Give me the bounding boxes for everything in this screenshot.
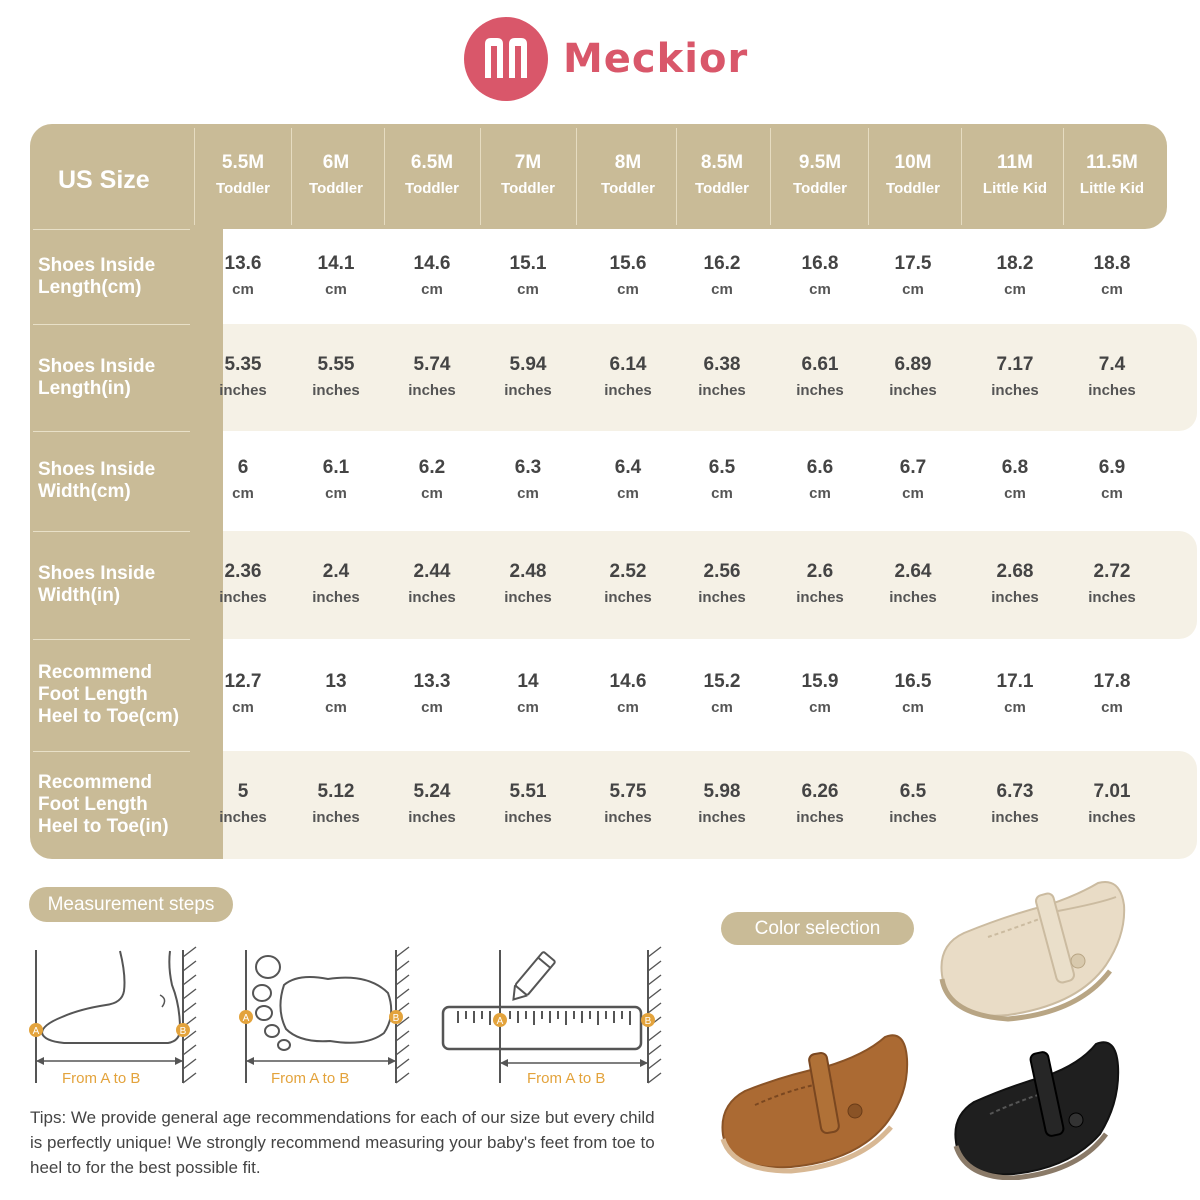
step-1-label: From A to B [62,1070,141,1087]
table-cell [674,354,770,399]
cell-value: 5.74 [413,353,451,375]
cell-unit: inches [1088,809,1136,826]
cell-unit: inches [312,809,360,826]
cell-value: 2.44 [413,561,451,582]
cell-unit: cm [232,280,254,298]
row-label-line: Foot Length [38,794,148,815]
cell-value: 5.94 [509,353,547,375]
cell-unit: cm [617,485,639,502]
cell-unit: cm [617,699,639,716]
table-cell [967,671,1063,716]
cell-value: 14.1 [317,252,355,274]
table-cell [480,561,576,606]
footprint-diagram [238,945,413,1085]
color-selection-pill: Color selection [721,912,914,945]
row-label-line: Shoes Inside [38,563,156,584]
cell-unit: cm [902,699,924,716]
age-group: Toddler [501,180,555,197]
cell-unit: inches [991,589,1039,606]
cell-unit: cm [421,280,443,298]
table-cell [674,457,770,502]
row-label [38,459,218,503]
table-cell [384,457,480,502]
age-group: Toddler [601,180,655,197]
table-cell [674,253,770,298]
cell-value: 15.2 [703,671,741,692]
size-header-cell [1064,152,1160,197]
cell-value: 17.1 [996,671,1034,692]
table-cell [580,253,676,298]
shoe-brown-image [715,1025,910,1175]
table-cell [384,354,480,399]
row-label-line: Heel to Toe(in) [38,816,169,837]
cell-value: 5.12 [317,781,355,802]
cell-value: 2.56 [703,561,741,582]
table-cell [967,561,1063,606]
ruler-diagram [438,945,666,1085]
cell-value: 14.6 [413,252,451,274]
row-divider [33,531,190,532]
cell-value: 13.3 [413,671,451,692]
cell-value: 13 [325,671,347,692]
age-group: Toddler [886,180,940,197]
cell-unit: cm [421,699,443,716]
cell-value: 5.55 [317,353,355,375]
cell-value: 6.5 [899,781,927,802]
cell-unit: inches [889,589,937,606]
table-cell [195,561,291,606]
cell-unit: inches [604,381,652,399]
table-cell [865,781,961,826]
age-group: Toddler [216,180,270,197]
size-header-cell [967,152,1063,197]
table-cell [865,671,961,716]
cell-value: 15.1 [509,252,547,274]
row-label [38,772,218,838]
age-group: Toddler [405,180,459,197]
cell-unit: inches [796,809,844,826]
table-cell [195,457,291,502]
cell-value: 2.4 [322,561,350,582]
table-cell [195,253,291,298]
row-divider [33,324,190,325]
cell-unit: inches [796,589,844,606]
table-cell [288,781,384,826]
cell-unit: inches [408,809,456,826]
table-cell [1064,671,1160,716]
cell-value: 6.89 [894,353,932,375]
size-header-cell [384,152,480,197]
table-cell [772,561,868,606]
us-size-label: US Size [58,166,150,194]
cell-unit: cm [1101,699,1123,716]
table-cell [384,781,480,826]
table-cell [1064,354,1160,399]
cell-unit: cm [325,485,347,502]
cell-value: 6.61 [801,353,839,375]
cell-value: 2.6 [806,561,834,582]
cell-unit: cm [1004,699,1026,716]
table-cell [288,354,384,399]
cell-value: 18.2 [996,252,1034,274]
cell-value: 14 [517,671,539,692]
svg-text:A: A [242,1013,250,1024]
shoe-black-image [950,1030,1120,1180]
cell-value: 2.52 [609,561,647,582]
cell-unit: cm [517,280,539,298]
cell-unit: inches [1088,589,1136,606]
table-cell [195,671,291,716]
cell-unit: inches [504,809,552,826]
table-cell [772,354,868,399]
size-header-cell [772,152,868,197]
cell-unit: inches [991,381,1039,399]
column-divider [770,128,771,225]
cell-value: 7.01 [1093,781,1131,802]
cell-unit: cm [517,485,539,502]
size-chart-table [30,124,1167,859]
row-label-line: Recommend [38,772,153,793]
row-label-line: Shoes Inside [38,254,156,276]
cell-value: 6.1 [322,457,350,478]
row-label [38,356,218,400]
row-label-line: Length(cm) [38,276,142,298]
table-cell [288,561,384,606]
cell-value: 6 [237,457,249,478]
cell-unit: inches [796,381,844,399]
row-label-line: Length(in) [38,377,131,399]
table-cell [580,457,676,502]
cell-value: 2.68 [996,561,1034,582]
age-group: Toddler [793,180,847,197]
brand-name: Meckior [563,36,749,82]
table-cell [674,561,770,606]
cell-unit: inches [312,589,360,606]
cell-value: 5 [237,781,249,802]
row-label-line: Shoes Inside [38,459,156,480]
table-cell [1064,457,1160,502]
size-value: 10M [894,152,932,173]
cell-value: 2.48 [509,561,547,582]
row-label [38,563,218,607]
row-label-line: Width(in) [38,585,121,606]
row-label-line: Shoes Inside [38,355,156,377]
cell-value: 5.75 [609,781,647,802]
cell-value: 5.51 [509,781,547,802]
cell-unit: inches [408,381,456,399]
table-cell [967,457,1063,502]
cell-value: 7.4 [1098,353,1126,375]
table-cell [384,561,480,606]
row-divider [33,751,190,752]
svg-text:B: B [644,1016,652,1027]
row-label [38,255,218,299]
cell-unit: inches [219,809,267,826]
cell-unit: inches [889,809,937,826]
table-cell [384,253,480,298]
cell-unit: cm [902,280,924,298]
point-a-label: A [32,1026,40,1037]
table-cell [288,457,384,502]
cell-unit: inches [219,589,267,606]
cell-unit: inches [604,809,652,826]
table-cell [865,561,961,606]
cell-unit: inches [698,809,746,826]
table-cell [772,781,868,826]
cell-unit: cm [711,280,733,298]
step-2-label: From A to B [271,1070,350,1087]
table-cell [772,253,868,298]
cell-unit: cm [1101,280,1123,298]
cell-unit: cm [809,699,831,716]
table-cell [580,561,676,606]
size-value: 6M [322,152,350,173]
cell-value: 16.5 [894,671,932,692]
table-cell [480,671,576,716]
cell-unit: inches [504,381,552,399]
table-cell [580,781,676,826]
cell-value: 6.38 [703,353,741,375]
size-value: 6.5M [410,152,454,173]
table-cell [772,457,868,502]
table-cell [480,781,576,826]
cell-value: 17.8 [1093,671,1131,692]
cell-value: 6.8 [1001,457,1029,478]
row-label-line: Heel to Toe(cm) [38,706,180,727]
cell-unit: cm [809,485,831,502]
cell-unit: cm [421,485,443,502]
table-cell [967,781,1063,826]
row-divider [33,431,190,432]
table-cell [384,671,480,716]
size-value: 11M [997,152,1033,173]
table-cell [288,671,384,716]
cell-value: 6.5 [708,457,736,478]
cell-unit: cm [1004,485,1026,502]
size-header-cell [865,152,961,197]
cell-value: 17.5 [894,252,932,274]
foot-side-diagram [28,945,203,1085]
cell-unit: inches [889,381,937,399]
table-cell [865,457,961,502]
brand-logo [463,16,748,102]
table-cell [865,354,961,399]
row-label-line: Foot Length [38,684,148,705]
cell-value: 2.72 [1093,561,1131,582]
size-header-cell [288,152,384,197]
cell-value: 6.73 [996,781,1034,802]
row-divider [33,639,190,640]
cell-value: 5.98 [703,781,741,802]
shoe-beige-image [928,875,1128,1025]
age-group: Little Kid [1079,180,1145,197]
cell-value: 12.7 [224,671,262,692]
table-cell [1064,781,1160,826]
svg-text:A: A [496,1016,504,1027]
cell-value: 6.4 [614,457,642,478]
table-cell [195,781,291,826]
table-cell [580,354,676,399]
cell-unit: cm [1101,485,1123,502]
table-cell [480,253,576,298]
size-header-cell [195,152,291,197]
age-group: Toddler [309,180,363,197]
cell-unit: inches [312,381,360,399]
table-cell [674,781,770,826]
row-label-line: Width(cm) [38,481,131,502]
size-value: 8M [614,152,642,173]
meckior-logo-icon [463,16,549,102]
column-divider [961,128,962,225]
table-cell [1064,561,1160,606]
row-divider [33,229,190,230]
size-value: 7M [514,152,542,173]
size-value: 5.5M [221,152,265,173]
column-divider [576,128,577,225]
cell-value: 13.6 [224,252,262,274]
cell-unit: inches [604,589,652,606]
cell-unit: inches [219,381,267,399]
table-cell [967,354,1063,399]
table-cell [288,253,384,298]
cell-value: 6.7 [899,457,927,478]
cell-value: 6.3 [514,457,542,478]
cell-value: 14.6 [609,671,647,692]
cell-unit: cm [809,280,831,298]
table-cell [480,354,576,399]
cell-value: 7.17 [996,353,1034,375]
cell-unit: cm [711,485,733,502]
cell-unit: cm [517,699,539,716]
table-cell [674,671,770,716]
cell-unit: cm [617,280,639,298]
cell-unit: inches [504,589,552,606]
svg-text:B: B [392,1013,400,1024]
cell-unit: cm [1004,280,1026,298]
column-divider [194,128,195,225]
table-cell [195,354,291,399]
sizing-tips: Tips: We provide general age recommendations for each of our size but every child is perfectly unique! We strongly recommend measuring your baby's feet from toe to heel to for the best possible fit. [30,1108,655,1177]
step-3-label: From A to B [527,1070,606,1087]
row-label-line: Recommend [38,662,153,683]
measurement-steps-pill: Measurement steps [29,887,233,922]
size-value: 9.5M [798,152,842,173]
size-header-cell [674,152,770,197]
table-cell [967,253,1063,298]
cell-value: 6.6 [806,457,834,478]
cell-unit: cm [232,699,254,716]
cell-value: 6.9 [1098,457,1126,478]
table-cell [1064,253,1160,298]
cell-unit: cm [325,280,347,298]
cell-value: 5.35 [224,353,262,375]
cell-value: 6.26 [801,781,839,802]
table-cell [580,671,676,716]
cell-value: 15.9 [801,671,839,692]
cell-unit: inches [698,381,746,399]
cell-value: 6.2 [418,457,446,478]
cell-value: 18.8 [1093,252,1131,274]
cell-unit: cm [232,485,254,502]
age-group: Little Kid [982,180,1048,197]
table-cell [480,457,576,502]
cell-unit: inches [698,589,746,606]
size-header-cell [580,152,676,197]
cell-value: 15.6 [609,252,647,274]
cell-unit: inches [1088,381,1136,399]
cell-value: 6.14 [609,353,647,375]
point-b-label: B [179,1026,187,1037]
table-cell [865,253,961,298]
age-group: Toddler [695,180,749,197]
cell-value: 16.2 [703,252,741,274]
cell-unit: cm [711,699,733,716]
cell-unit: inches [408,589,456,606]
table-cell [772,671,868,716]
size-value: 11.5M [1086,152,1138,173]
size-value: 8.5M [700,152,744,173]
cell-unit: cm [902,485,924,502]
cell-value: 2.36 [224,561,262,582]
cell-unit: cm [325,699,347,716]
row-label [38,662,218,728]
cell-value: 5.24 [413,781,451,802]
cell-value: 2.64 [894,561,932,582]
size-header-cell [480,152,576,197]
cell-value: 16.8 [801,252,839,274]
cell-unit: inches [991,809,1039,826]
